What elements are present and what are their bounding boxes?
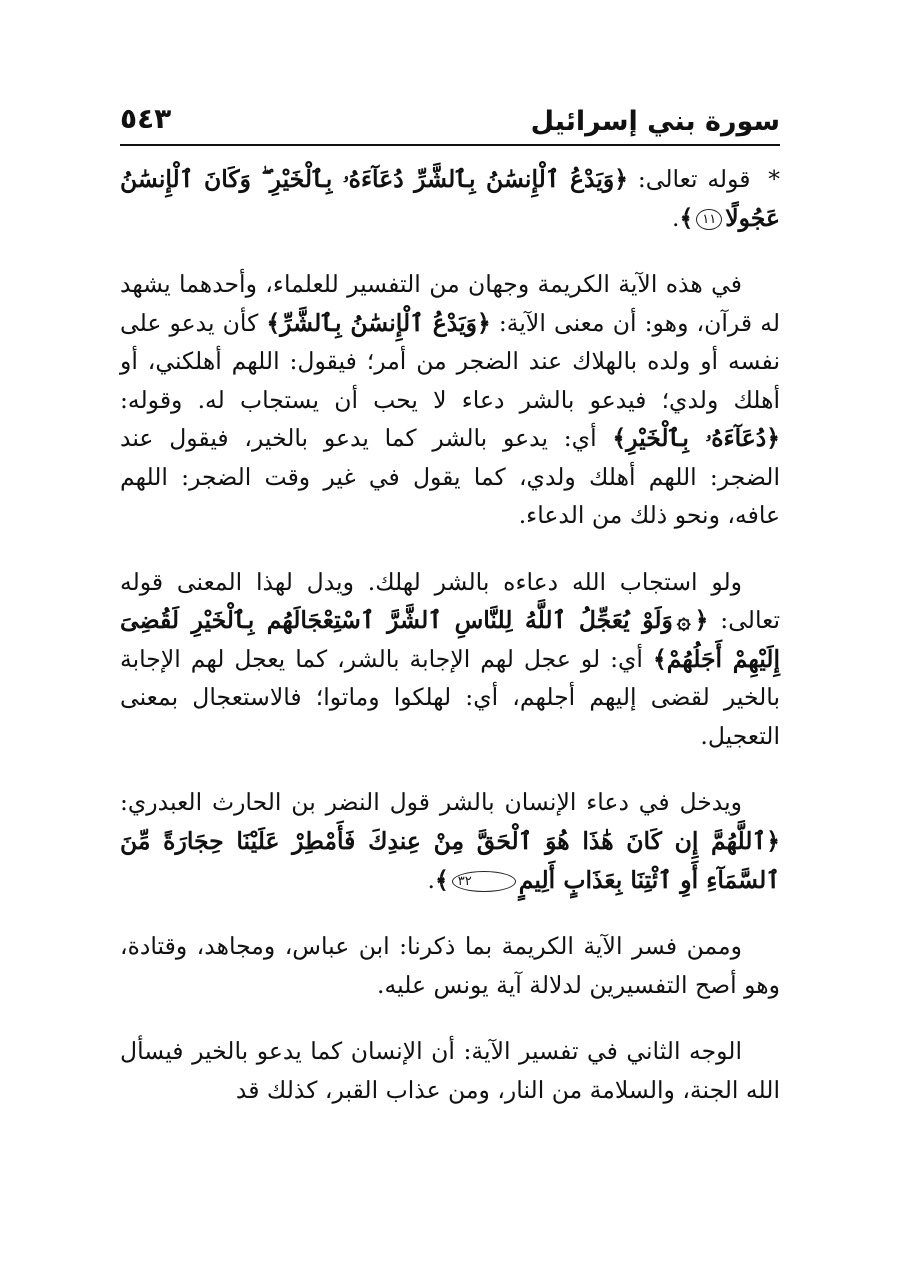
paragraph-text: في هذه الآية الكريمة وجهان من التفسير للعلماء، وأحدهما يشهد له قرآن، وهو: أن معنى الآية: <box>120 270 780 337</box>
paragraph-1 <box>120 265 780 535</box>
paragraph-text: أي: لو عجل لهم الإجابة بالشر، كما يعجل لهم الإجابة بالخير لقضى إليهم أجلهم، أي: لهلكوا وماتوا؛ فالاستعجال بمعنى التعجيل. <box>120 644 780 750</box>
paragraph-3 <box>120 783 780 899</box>
verse-open-bracket: ﴿ <box>766 826 780 855</box>
verse-open-bracket: ﴿ <box>614 165 629 193</box>
paragraph-text: الوجه الثاني في تفسير الآية: أن الإنسان كما يدعو بالخير فيسأل الله الجنة، والسلامة من النار، ومن عذاب القبر، كذلك قد <box>120 1037 780 1104</box>
paragraph-text: ولو استجاب الله دعاءه بالشر لهلك. ويدل لهذا المعنى قوله تعالى: <box>120 567 780 635</box>
hizb-mark-icon: ۞ <box>676 606 691 635</box>
paragraph-text: أي: يدعو بالشر كما يدعو بالخير، فيقول عند الضجر: اللهم أهلك ولدي، كما يقول في غير وقت الضجر: اللهم عافه، ونحو ذلك من الدعاء. <box>120 424 780 530</box>
paragraph-2 <box>120 563 780 756</box>
page-header <box>120 92 780 146</box>
paragraph-text: كأن يدعو على نفسه أو ولده بالهلاك عند الضجر من أمر؛ فيقول: اللهم أهلكني، أو أهلك ولدي؛ فيدعو بالشر دعاء لا يحب أن يستجاب له. وقوله: <box>120 308 780 414</box>
verse-close-bracket: ﴾ <box>652 644 667 673</box>
verse-close-bracket: ﴾ <box>679 203 694 232</box>
quran-verse: وَلَوْ يُعَجِّلُ ٱللَّهُ لِلنَّاسِ ٱلشَّرَّ ٱسْتِعْجَالَهُم بِٱلْخَيْرِ لَقُضِىَ إِلَيْهِمْ أَجَلُهُمْ <box>120 606 780 673</box>
page-number: ٥٤٣ <box>120 102 172 135</box>
quran-quote: ﴿وَيَدْعُ ٱلْإِنسَٰنُ بِٱلشَّرِّ﴾ <box>266 308 491 337</box>
quran-verse: ٱللَّهُمَّ إِن كَانَ هَٰذَا هُوَ ٱلْحَقَّ مِنْ عِندِكَ فَأَمْطِرْ عَلَيْنَا حِجَارَةً مِّنَ ٱلسَّمَآءِ أَوِ ٱئْتِنَا بِعَذَابٍ أَلِيمٍ <box>120 826 780 894</box>
quran-verse: وَيَدْعُ ٱلْإِنسَٰنُ بِٱلشَّرِّ دُعَآءَهُۥ بِٱلْخَيْرِ ۖ وَكَانَ ٱلْإِنسَٰنُ عَجُولًا <box>120 165 780 232</box>
intro-end: . <box>672 203 680 232</box>
intro-paragraph <box>120 160 780 237</box>
aya-number-badge: ١١ <box>696 209 722 230</box>
aya-number-badge: ٣٢ <box>452 871 516 892</box>
page-body <box>120 146 780 1109</box>
paragraph-4 <box>120 927 780 1004</box>
paragraph-text: وممن فسر الآية الكريمة بما ذكرنا: ابن عباس، ومجاهد، وقتادة، وهو أصح التفسيرين لدلالة آية يونس عليه. <box>120 932 780 999</box>
book-page <box>120 92 780 1192</box>
star-marker: * <box>768 165 780 193</box>
verse-close-bracket: ﴾ <box>435 865 449 894</box>
quran-quote: ﴿دُعَآءَهُۥ بِٱلْخَيْرِ﴾ <box>612 424 780 453</box>
paragraph-5 <box>120 1032 780 1109</box>
intro-lead: قوله تعالى: <box>628 165 761 193</box>
paragraph-end: . <box>427 865 436 894</box>
verse-open-bracket: ﴿ <box>694 606 709 635</box>
paragraph-text: ويدخل في دعاء الإنسان بالشر قول النضر بن الحارث العبدري: <box>120 788 742 817</box>
surah-title: سورة بني إسرائيل <box>530 106 780 137</box>
